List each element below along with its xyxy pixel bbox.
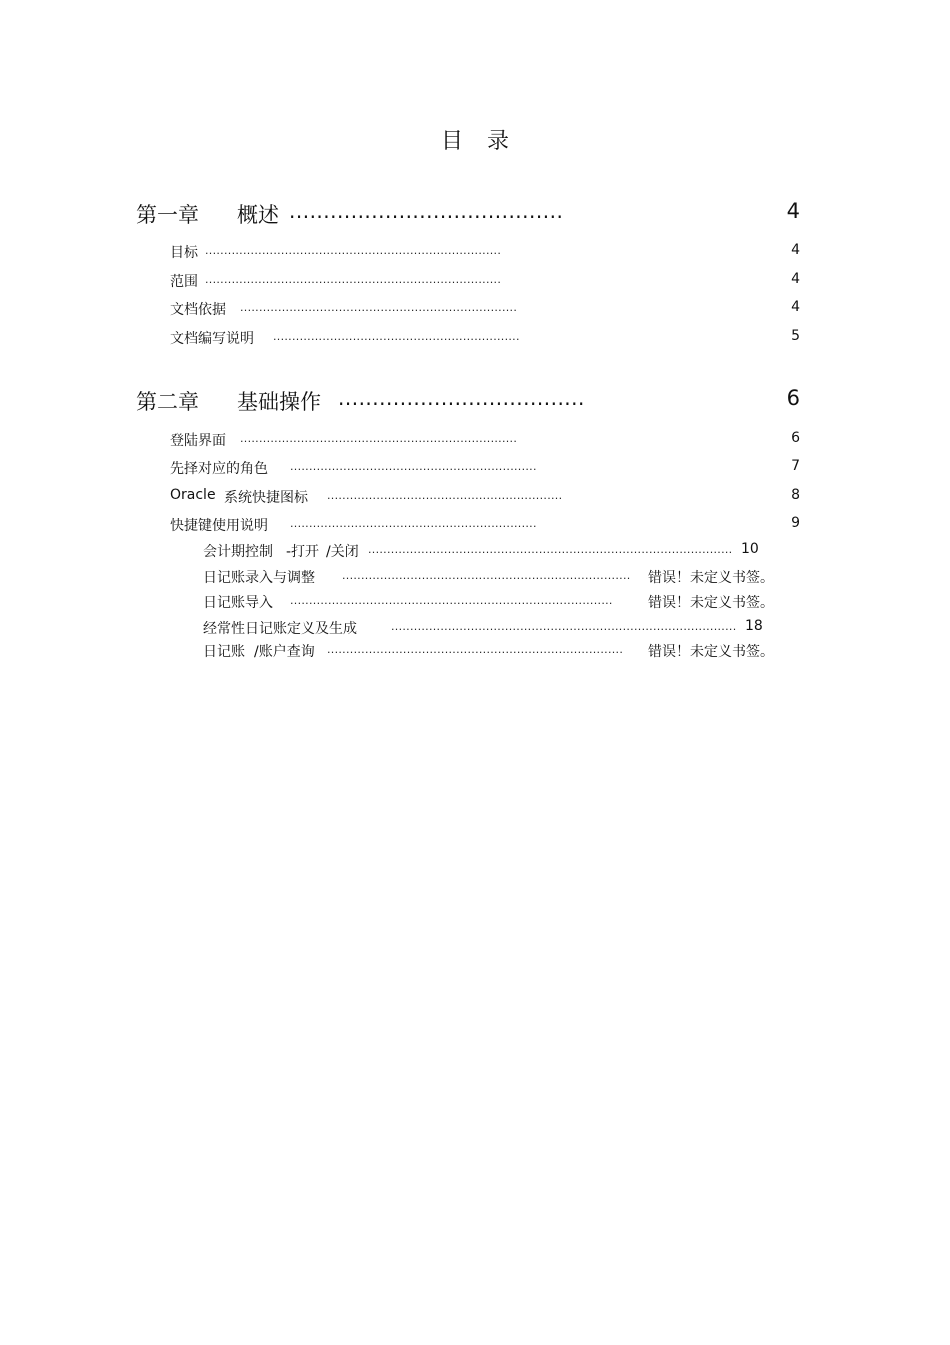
subsection-page-error: 错误！未定义书签。 <box>648 595 774 611</box>
chapter-dot-leader: .................................... <box>338 386 585 410</box>
section-dot-leader: .............................................................. <box>327 489 563 502</box>
section-page-number: 4 <box>791 299 800 315</box>
subsection-title: 日记账录入与调整 <box>203 570 315 586</box>
section-page-number: 9 <box>791 515 800 531</box>
subsection-title: 日记账导入 <box>203 595 273 611</box>
chapter-page-number: 6 <box>786 386 800 410</box>
section-title: 文档依据 <box>170 302 226 318</box>
chapter-title: 概述 <box>237 203 279 227</box>
section-title: 目标 <box>170 245 198 261</box>
subsection-page-number: 10 <box>741 541 759 557</box>
section-title: 登陆界面 <box>170 433 226 449</box>
subsection-title: 经常性日记账定义及生成 <box>203 621 357 637</box>
section-dot-leader: ......................................................................... <box>240 301 518 314</box>
subsection-page-error: 错误！未定义书签。 <box>648 570 774 586</box>
subsection-title-part: -打开 <box>286 544 320 560</box>
section-title-prefix: Oracle <box>170 487 216 503</box>
section-page-number: 4 <box>791 242 800 258</box>
subsection-dot-leader: .............................................................................. <box>327 643 624 656</box>
section-dot-leader: ................................................................. <box>273 330 520 343</box>
subsection-title: 日记账 <box>203 644 245 660</box>
title-part-1: 目 <box>440 129 463 154</box>
section-page-number: 7 <box>791 458 800 474</box>
page-title <box>0 124 950 155</box>
section-dot-leader: .............................................................................. <box>205 244 502 257</box>
subsection-dot-leader: ........................................................................................... <box>391 620 737 633</box>
section-dot-leader: .............................................................................. <box>205 273 502 286</box>
section-title: 系统快捷图标 <box>224 490 308 506</box>
title-part-2: 录 <box>487 129 510 154</box>
chapter-number: 第二章 <box>136 390 199 414</box>
section-dot-leader: ................................................................. <box>290 517 537 530</box>
section-title: 先择对应的角色 <box>170 461 268 477</box>
subsection-page-number: 18 <box>745 618 763 634</box>
chapter-page-number: 4 <box>786 199 800 223</box>
section-title: 快捷键使用说明 <box>170 518 268 534</box>
subsection-dot-leader: ................................................................................................ <box>368 543 733 556</box>
subsection-title-part: /关闭 <box>326 544 359 560</box>
chapter-dot-leader: ........................................ <box>289 199 564 223</box>
section-title: 范围 <box>170 274 198 290</box>
chapter-number: 第一章 <box>136 203 199 227</box>
section-page-number: 5 <box>791 328 800 344</box>
section-page-number: 6 <box>791 430 800 446</box>
subsection-title-part: /账户查询 <box>254 644 315 660</box>
subsection-page-error: 错误！未定义书签。 <box>648 644 774 660</box>
subsection-dot-leader: ............................................................................ <box>342 569 631 582</box>
chapter-title: 基础操作 <box>237 390 321 414</box>
subsection-title: 会计期控制 <box>203 544 273 560</box>
section-dot-leader: ......................................................................... <box>240 432 518 445</box>
section-page-number: 4 <box>791 271 800 287</box>
section-title: 文档编写说明 <box>170 331 254 347</box>
section-page-number: 8 <box>791 487 800 503</box>
section-dot-leader: ................................................................. <box>290 460 537 473</box>
subsection-dot-leader: ..................................................................................... <box>290 594 613 607</box>
